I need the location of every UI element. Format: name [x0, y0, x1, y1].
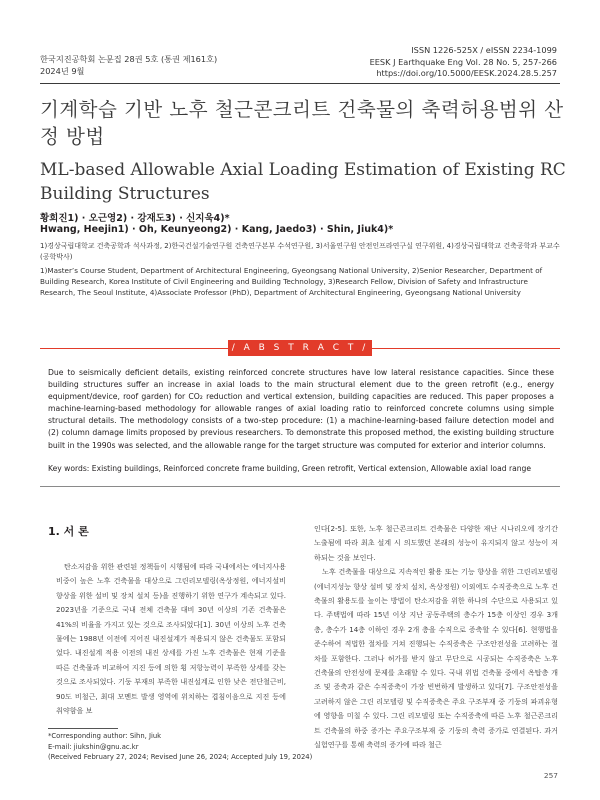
- title-korean: 기계학습 기반 노후 철근콘크리트 건축물의 축력허용범위 산정 방법: [40, 98, 564, 148]
- authors-english: Hwang, Heejin1) · Oh, Keunyeong2) · Kang, Jaedo3) · Shin, Jiuk4)*: [40, 224, 394, 235]
- page-number: 257: [543, 771, 558, 780]
- author-email[interactable]: E-mail: jiukshin@gnu.ac.kr: [48, 742, 139, 751]
- received-dates: (Received February 27, 2024; Revised June 26, 2024; Accepted July 19, 2024): [48, 753, 313, 761]
- affiliations-korean: 1)경상국립대학교 건축공학과 석사과정, 2)한국건설기술연구원 건축연구본부 수석연구원, 3)서울연구원 안전인프라연구실 연구위원, 4)경상국립대학교 건축공학과 부교수(공학박사): [40, 242, 560, 261]
- keywords-divider: [40, 486, 560, 487]
- section-heading: 1. 서 론: [48, 525, 89, 538]
- journal-header-right: [370, 45, 557, 80]
- abstract-label: / A B S T R A C T /: [228, 340, 372, 356]
- title-english: ML-based Allowable Axial Loading Estimation of Existing RC Building Structures: [40, 160, 566, 204]
- header-divider: [40, 83, 560, 84]
- footnote-divider: [48, 728, 118, 729]
- doi-link[interactable]: https://doi.org/10.5000/EESK.2024.28.5.257: [376, 68, 557, 78]
- body-paragraph: 인다[2-5]. 또한, 노후 철근콘크리트 건축물은 다양한 재난 시나리오에 장기간 노출됨에 따라 최초 설계 시 의도했던 본래의 성능이 유지되지 않고 성능이 저하되는 것을 보인다.: [314, 524, 558, 562]
- issn: ISSN 1226-525X / eISSN 2234-1099: [411, 45, 557, 55]
- keywords-list: Existing buildings, Reinforced concrete frame building, Green retrofit, Vertical extension, Allowable axial load range: [91, 464, 532, 473]
- abstract-rule-left: [40, 348, 228, 349]
- body-column-right: [314, 522, 558, 753]
- citation: EESK J Earthquake Eng Vol. 28 No. 5, 257-266: [369, 56, 557, 67]
- journal-header-left: [40, 53, 217, 77]
- journal-date-ko: 2024년 9월: [40, 66, 85, 76]
- abstract-rule-right: [372, 348, 560, 349]
- affiliations-english: 1)Master’s Course Student, Department of Architectural Engineering, Gyeongsang National University, 2)Senior Researcher, Department of Building Research, Korea Institute of Civil Engineering and Building Technology, 3)Research Fellow, Division of Safety and Infrastructure Research, The Seoul Institute, 4)Associate Professor (PhD), Department of Architectural Engineering, Gyeongsang National University: [40, 266, 543, 297]
- body-paragraph: 탄소저감을 위한 관련된 정책들이 시행됨에 따라 국내에서는 에너지사용 비중이 높은 노후 건축물을 대상으로 그린리모델링(옥상정원, 에너지설비 향상을 위한 설비 및 장치 설치 등)을 진행하기 위한 연구가 계속되고 있다. 2023년을 기준으로 국내 전체 건축물 대비 30년 이상의 기존 건축물은 41%의 비율을 가지고 있는 것으로 조사되었다[1]. 30년 이상의 노후 건축물에는 1988년 이전에 지어진 내진설계가 적용되지 않은 건축물도 포함되었다. 내진설계 적용 이전의 내진 상세를 가진 노후 건축물은 현재 기준을 따른 건축물과 비교하여 지진 등에 의한 횡 저항능력이 부족한 상세를 갖는 것으로 조사되었다. 기둥 부재의 부족한 내진설계로 인한 낮은 전단철근비, 90도 비철근, 최대 모멘트 발생 영역에 위치하는 겹침이음으로 지진 등에 취약함을 보: [56, 562, 286, 716]
- footnote: [48, 731, 312, 763]
- keywords-label: Key words:: [48, 464, 90, 473]
- corresponding-author: *Corresponding author: Sihn, Jiuk: [48, 732, 162, 740]
- abstract-text: Due to seismically deficient details, existing reinforced concrete structures have low lateral resistance capacities. Since these building structures suffer an increase in axial loads to the main structural element due to the green retrofit (e.g., energy equipment/device, roof garden) for CO₂ reduction and vertical extension, building capacities are reduced. This paper proposes a machine-learning-based methodology for allowable ranges of axial loading ratio to reinforced concrete columns using simple structural details. The methodology consists of a two-step procedure: (1) a machine-learning-based failure detection model and (2) column damage limits proposed by previous researchers. To demonstrate this proposed method, the existing building structure built in the 1990s was selected, and the allowable range for the target structure was computed for exterior and interior columns.: [48, 368, 554, 450]
- body-column-left: [56, 560, 286, 718]
- authors-korean: 황희진1) · 오근영2) · 강재도3) · 신지욱4)*: [40, 213, 230, 224]
- body-paragraph: 노후 건축물을 대상으로 지속적인 활용 또는 기능 향상을 위한 그린리모델링(에너지성능 향상 설비 및 장치 설치, 옥상정원) 이외에도 수직증축으로 노후 건축물의 활용도를 높이는 방법이 탄소저감을 위한 하나의 수단으로 사용되고 있다. 주택법에 따라 15년 이상 지난 공동주택의 층수가 15층 이상인 경우 3개 층, 층수가 14층 이하인 경우 2개 층을 수직으로 증축할 수 있다[6]. 현행법을 준수하여 적법한 절차를 거쳐 진행되는 수직증축은 구조안전성을 고려하는 절차를 포함한다. 그러나 허가를 받지 않고 무단으로 시공되는 수직증축은 노후 건축물의 안전성에 문제를 초래할 수 있다. 국내 위법 건축물 중에서 옥탑층 개조 및 증축과 같은 수직증축이 가장 빈번하게 발생하고 있다[7]. 구조안전성을 고려하지 않은 그린 리모델링 및 수직증축은 주요 구조부재 중 기둥의 파괴유형에 영향을 미칠 수 있다. 그린 리모델링 또는 수직증축에 따른 노후 철근콘크리트 건축물의 하중 증가는 주요구조부재 중 기둥의 축력 증가로 연결된다. 과거 실험연구를 통해 축력의 증가에 따라 철근: [314, 567, 558, 750]
- journal-name-ko: 한국지진공학회 논문집 28권 5호 (통권 제161호): [40, 54, 218, 64]
- keywords: [48, 464, 554, 473]
